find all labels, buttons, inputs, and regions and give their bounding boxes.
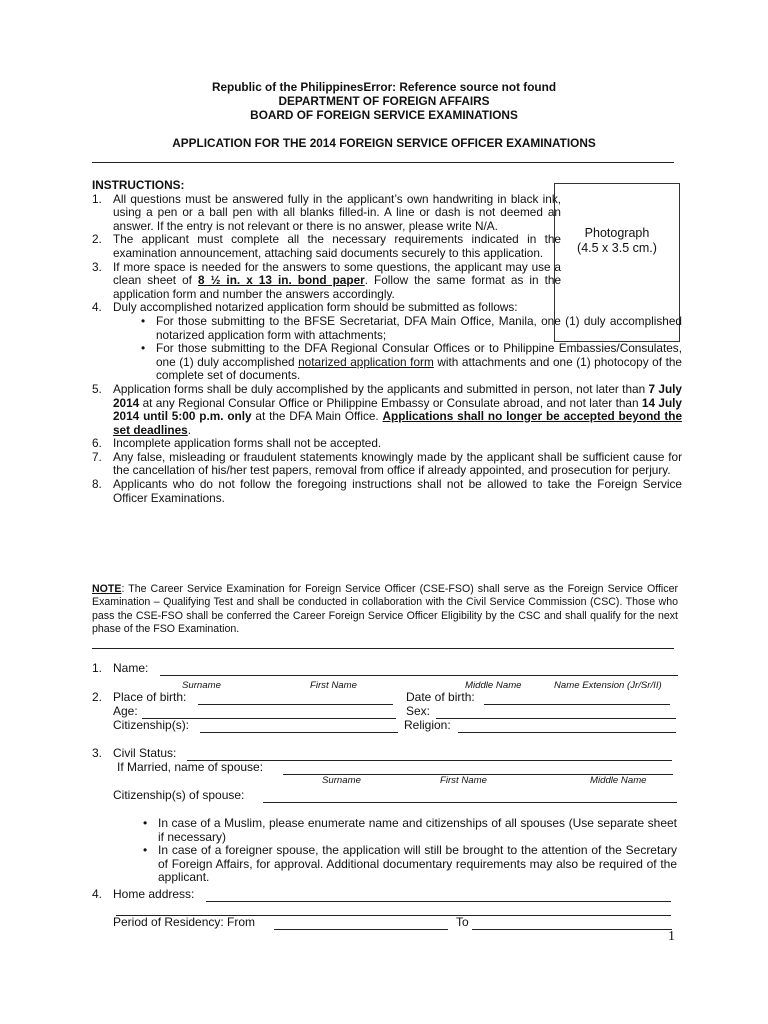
photo-size-label: (4.5 x 3.5 cm.) <box>577 241 657 255</box>
civil-status-label: Civil Status: <box>113 746 177 760</box>
citizenship-label: Citizenship(s): <box>113 718 190 732</box>
instruction-2: 2. The applicant must complete all the necessary requirements indicated in the examination announcement, attaching said documents securely to this application. <box>92 232 561 260</box>
header-department: DEPARTMENT OF FOREIGN AFFAIRS <box>278 94 490 108</box>
instruction-1: 1. All questions must be answered fully in the applicant’s own handwriting in black ink, using a pen or a ball pen with all blanks filled-in. A line or dash is not deemed an answer. If the entry is not relevant or there is no answer, please write N/A. <box>92 191 561 233</box>
foreign-spouse-note: • In case of a foreigner spouse, the application will still be brought to the attention of the Secretary of Foreign Affairs, for approval. Additional documentary requirements may also be required of the applicant. <box>137 844 677 885</box>
date-of-birth-label: Date of birth: <box>406 690 475 704</box>
instruction-4: 4. Duly accomplished notarized application form should be submitted as follows: • For those submitting to the BFSE Secretariat, DFA Main Office, Manila, one (1) duly accomplished notarized application form with attachments; • For those submitting to the DFA Regional Consular Offices or to Philippine Embassies/Consulates, one (1) duly accomplished notarized application form with attachments and one (1) photocopy of the complete set of documents. <box>92 301 682 383</box>
date-of-birth-field[interactable] <box>484 693 670 705</box>
residency-from-label: Period of Residency: From <box>113 915 256 929</box>
place-of-birth-field[interactable] <box>198 693 393 705</box>
header-board: BOARD OF FOREIGN SERVICE EXAMINATIONS <box>250 108 518 122</box>
note-divider <box>92 648 674 649</box>
application-page: Republic of the PhilippinesError: Reference source not found DEPARTMENT OF FOREIGN AFFAIRS BOARD OF FOREIGN SERVICE EXAMINATIONS APPLICATION FOR THE 2014 FOREIGN SERVICE OFFICER EXAMINATIONS Photograph (4.5 x 3.5 cm.) INSTRUCTIONS: 1. All questions must be answered fully in the applicant’s own handwriting in black ink, using a pen or a ball pen with all blanks filled-in. A line or dash is not deemed an answer. If the entry is not relevant or there is no answer, please write N/A. 2. The applicant must complete all the necessary requirements indicated in the examination announcement, attaching said documents securely to this application. 3. If more space is needed for the answers to some questions, the applicant may use a clean sheet of 8 ½ in. x 13 in. bond paper. Follow the same format as in the application form and number the answers accordingly. 4. Duly accomplished notarized application form should be submitted as follows: • For those submitting to the BFSE Secretariat, DFA Main Office, Manila, one (1) duly accomplished notarized application form with attachments; • For those submitting to the DFA Regional Consular Offices or to Philippine Embassies/Consulates, one (1) duly accomplished notarized application form with attachments and one (1) photocopy of the complete set of documents. 5. Application forms shall be duly accomplished by the applicants and submitted in person, not later than 7 July 2014 at any Regional Consular Office or Philippine Embassy or Consulate abroad, and not later than 14 July 2014 until 5:00 p.m. only at the DFA Main Office. Applications shall no longer be accepted beyond the set deadlines. 6. Incomplete application forms shall not be accepted. 7. Any false, misleading or fraudulent statements knowingly made by the applicant shall be sufficient cause for the cancellation of his/her test papers, removal from office if already appointed, and prosecution for perjury. 8. Applicants who do not follow the foregoing instructions shall not be allowed to take the Foreign Service Officer Examinations. NOTE: The Career Service Examination for Foreign Service Officer (CSE-FSO) shall serve as the Foreign Service Officer Examination – Qualifying Test and shall be conducted in collaboration with the Civil Service Commission (CSC). Those who pass the CSE-FSO shall be conferred the Career Foreign Service Officer Eligibility by the CSC and shall qualify for the next phase of the FSO Examination. 1. Name: Surname First Name Middle Name Name Extension (Jr/Sr/II) 2. Place of birth: Date of birth: Age: Sex: Citizenship(s): Religion: 3. Civil Status: If Married, name of spouse: Surname First Name Middle Name Citizenship(s) of spouse: • In case of a Muslim, please enumerate name and citizenships of all spouses (Use separate sheet if necessary) • In case of a foreigner spouse, the application will still be brought to the attention of the Secretary of Foreign Affairs, for approval. Additional documentary requirements may also be required of the applicant. 4. Home address: Period of Residency: From To 1 <box>0 0 768 1024</box>
age-label: Age: <box>113 704 138 718</box>
instruction-3: 3. If more space is needed for the answers to some questions, the applicant may use a clean sheet of 8 ½ in. x 13 in. bond paper. Follow the same format as in the application form and number the answers accordingly. <box>92 259 562 301</box>
name-field[interactable] <box>160 664 678 676</box>
bond-paper-size: 8 ½ in. x 13 in. bond paper <box>197 273 365 288</box>
instruction-8: 8. Applicants who do not follow the foregoing instructions shall not be allowed to take the Foreign Service Officer Examinations. <box>92 477 682 505</box>
home-address-label: Home address: <box>113 887 195 901</box>
religion-field[interactable] <box>458 721 676 733</box>
residency-to-label: To <box>456 915 469 929</box>
title-divider <box>92 162 674 163</box>
residency-to-field[interactable] <box>472 918 672 930</box>
residency-from-field[interactable] <box>274 918 448 930</box>
instruction-6: 6. Incomplete application forms shall not be accepted. <box>92 436 382 451</box>
page-number: 1 <box>668 929 675 944</box>
spouse-name-label: If Married, name of spouse: <box>117 760 264 774</box>
muslim-spouse-note: • In case of a Muslim, please enumerate name and citizenships of all spouses (Use separate sheet if necessary) <box>137 817 677 844</box>
instructions <box>92 179 682 505</box>
deadline-warning: Applications shall no longer be accepted beyond the set deadlines <box>113 409 683 437</box>
name-label: Name: <box>113 661 149 675</box>
instruction-5: 5. Application forms shall be duly accomplished by the applicants and submitted in person, not later than 7 July 2014 at any Regional Consular Office or Philippine Embassy or Consulate abroad, and not later than 14 July 2014 until 5:00 p.m. only at the DFA Main Office. Applications shall no longer be accepted beyond the set deadlines. <box>92 381 683 437</box>
instruction-7: 7. Any false, misleading or fraudulent statements knowingly made by the applicant shall be sufficient cause for the cancellation of his/her test papers, removal from office if already appointed, and prosecution for perjury. <box>92 449 682 478</box>
citizenship-field[interactable] <box>200 721 398 733</box>
photo-label: Photograph <box>584 226 650 240</box>
sex-field[interactable] <box>436 707 676 719</box>
religion-label: Religion: <box>404 718 451 732</box>
spouse-citizenship-field[interactable] <box>263 791 677 803</box>
cse-fso-note: NOTE: The Career Service Examination for Foreign Service Officer (CSE-FSO) shall serve as the Foreign Service Officer Examination – Qualifying Test and shall be conducted in collaboration with the Civil Service Commission (CSC). Those who pass the CSE-FSO shall be conferred the Career Foreign Service Officer Eligibility by the CSC and shall qualify for the next phase of the FSO Examination. <box>92 583 678 636</box>
instructions-heading: INSTRUCTIONS: <box>92 178 185 192</box>
instruction-4-bullet-1: • For those submitting to the BFSE Secretariat, DFA Main Office, Manila, one (1) duly accomplished notarized application form with attachments; <box>135 315 682 342</box>
form-title: APPLICATION FOR THE 2014 FOREIGN SERVICE OFFICER EXAMINATIONS <box>172 136 596 150</box>
place-of-birth-label: Place of birth: <box>113 690 187 704</box>
spouse-citizenship-label: Citizenship(s) of spouse: <box>113 788 245 802</box>
instruction-4-bullet-2: • For those submitting to the DFA Regional Consular Offices or to Philippine Embassies/Consulates, one (1) duly accomplished notarized application form with attachments and one (1) photocopy of the complete set of documents. <box>135 342 682 383</box>
sex-label: Sex: <box>406 704 431 718</box>
spouse-notes <box>137 817 677 885</box>
header-republic: Republic of the PhilippinesError: Reference source not found <box>211 80 557 94</box>
home-address-field[interactable] <box>206 890 671 902</box>
